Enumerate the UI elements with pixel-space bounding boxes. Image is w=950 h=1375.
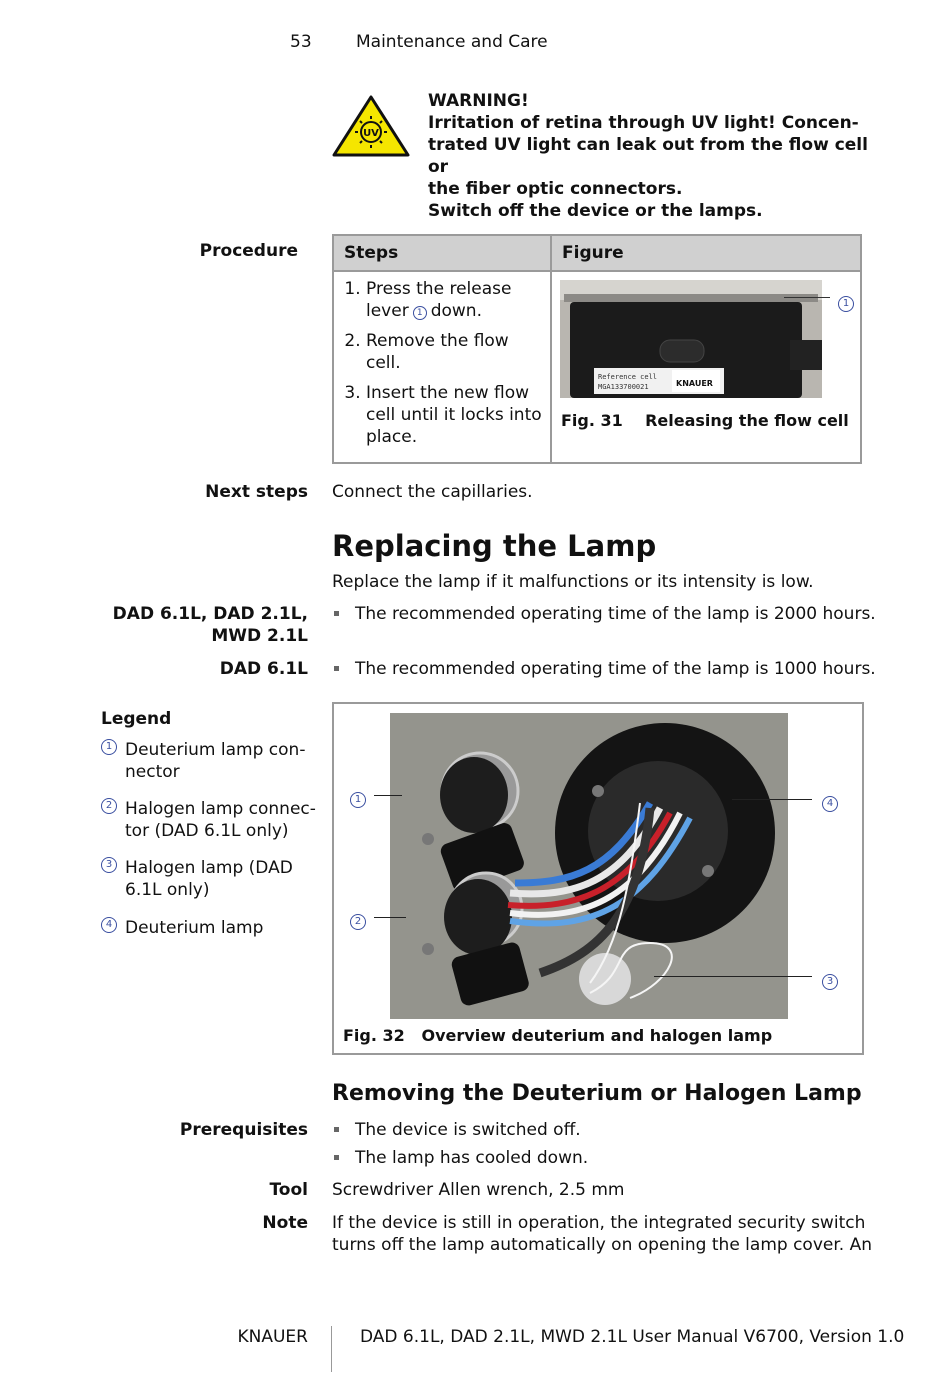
legend-text-4: Deuterium lamp xyxy=(125,918,264,938)
fig32-caption xyxy=(343,1025,772,1047)
callout-line xyxy=(732,799,812,800)
legend-marker-1: 1 xyxy=(101,739,117,755)
fig32-callout-1 xyxy=(350,786,366,808)
footer-brand: KNAUER xyxy=(237,1327,308,1347)
fig31-caption-text: Releasing the flow cell xyxy=(645,411,849,430)
prereq-text-2: The lamp has cooled down. xyxy=(355,1148,589,1168)
warning-line-2: trated UV light can leak out from the flow cell or xyxy=(428,135,868,177)
step-1-text-b: lever xyxy=(366,301,409,321)
procedure-label: Procedure xyxy=(199,241,298,261)
callout-marker: 1 xyxy=(413,306,427,320)
tool-text: Screwdriver Allen wrench, 2.5 mm xyxy=(332,1180,625,1200)
step-1 xyxy=(366,278,542,322)
fig32-caption-text: Overview deuterium and halogen lamp xyxy=(421,1026,773,1045)
footer-divider xyxy=(331,1326,332,1372)
callout-1-marker: 1 xyxy=(838,296,854,312)
fig32-callout-2 xyxy=(350,908,366,930)
model-label-2: DAD 6.1L xyxy=(219,659,308,679)
fig32-callout-2-marker: 2 xyxy=(350,914,366,930)
photo-label-line-2: MGA133700021 xyxy=(598,383,649,391)
flow-cell-photo xyxy=(560,280,822,404)
warning-line-3: the fiber optic connectors. xyxy=(428,179,683,199)
fig32-callout-3 xyxy=(822,968,838,990)
note-text xyxy=(332,1212,872,1256)
legend-marker-3: 3 xyxy=(101,857,117,873)
warning-line-4: Switch off the device or the lamps. xyxy=(428,201,763,221)
lamp-overview-photo xyxy=(390,713,788,1025)
section-title: Replacing the Lamp xyxy=(332,529,657,563)
fig32-callout-3-marker: 3 xyxy=(822,974,838,990)
note-label: Note xyxy=(262,1213,308,1233)
next-steps-text: Connect the capillaries. xyxy=(332,482,533,502)
chapter-title: Maintenance and Care xyxy=(356,32,548,52)
model-label-1a: DAD 6.1L, DAD 2.1L, xyxy=(112,604,308,624)
steps-cell xyxy=(333,271,551,463)
legend-text-1: Deuterium lamp con-nector xyxy=(125,740,306,782)
procedure-table xyxy=(332,234,862,464)
steps-header: Steps xyxy=(333,235,551,271)
figure-cell xyxy=(551,271,861,463)
callout-line xyxy=(784,297,830,298)
legend-text-2: Halogen lamp connec-tor (DAD 6.1L only) xyxy=(125,799,316,841)
lamp-hours-text-2: The recommended operating time of the lamp is 1000 hours. xyxy=(355,659,876,679)
tool-label: Tool xyxy=(269,1180,308,1200)
step-1-text-a: Press the release xyxy=(366,279,512,299)
callout-line xyxy=(374,917,406,918)
fig32-callout-4-marker: 4 xyxy=(822,796,838,812)
warning-title: WARNING! xyxy=(428,91,529,111)
section-intro: Replace the lamp if it malfunctions or its intensity is low. xyxy=(332,572,814,592)
uv-warning-icon xyxy=(332,94,410,164)
legend-marker-4: 4 xyxy=(101,917,117,933)
warning-line-1: Irritation of retina through UV light! Concen- xyxy=(428,113,859,133)
legend-title: Legend xyxy=(101,709,172,729)
subsection-title: Removing the Deuterium or Halogen Lamp xyxy=(332,1081,862,1106)
legend-marker-2: 2 xyxy=(101,798,117,814)
fig31-caption xyxy=(561,410,849,432)
page-number: 53 xyxy=(290,32,312,52)
photo-label-line-1: Reference cell xyxy=(598,373,658,381)
callout-1 xyxy=(838,290,854,312)
note-line-2: turns off the lamp automatically on opening the lamp cover. An xyxy=(332,1235,872,1255)
fig32-callout-4 xyxy=(822,790,838,812)
prereq-text-1: The device is switched off. xyxy=(355,1120,581,1140)
callout-line xyxy=(654,976,812,977)
step-1-text-c: down. xyxy=(430,301,482,321)
step-3: 3. Insert the new flow cell until it locks into place. xyxy=(366,382,542,448)
figure-header: Figure xyxy=(551,235,861,271)
lamp-hours-text-1: The recommended operating time of the lamp is 2000 hours. xyxy=(355,604,876,624)
prerequisites-label: Prerequisites xyxy=(179,1120,308,1140)
warning-block xyxy=(428,90,868,222)
legend-text-3: Halogen lamp (DAD 6.1L only) xyxy=(125,858,293,900)
model-label-1 xyxy=(60,603,308,647)
footer-document-title: DAD 6.1L, DAD 2.1L, MWD 2.1L User Manual V6700, Version 1.0 xyxy=(360,1327,905,1347)
fig32-number: Fig. 32 xyxy=(343,1026,405,1045)
photo-brand: KNAUER xyxy=(676,379,713,388)
model-label-1b: MWD 2.1L xyxy=(211,626,308,646)
callout-line xyxy=(374,795,402,796)
figure-32 xyxy=(332,702,864,1055)
next-steps-label: Next steps xyxy=(205,482,308,502)
steps-list xyxy=(342,278,542,448)
fig32-callout-1-marker: 1 xyxy=(350,792,366,808)
uv-icon-label: UV xyxy=(363,128,379,139)
fig31-number: Fig. 31 xyxy=(561,411,623,430)
note-line-1: If the device is still in operation, the integrated security switch xyxy=(332,1213,866,1233)
step-2: 2. Remove the flow cell. xyxy=(366,330,542,374)
